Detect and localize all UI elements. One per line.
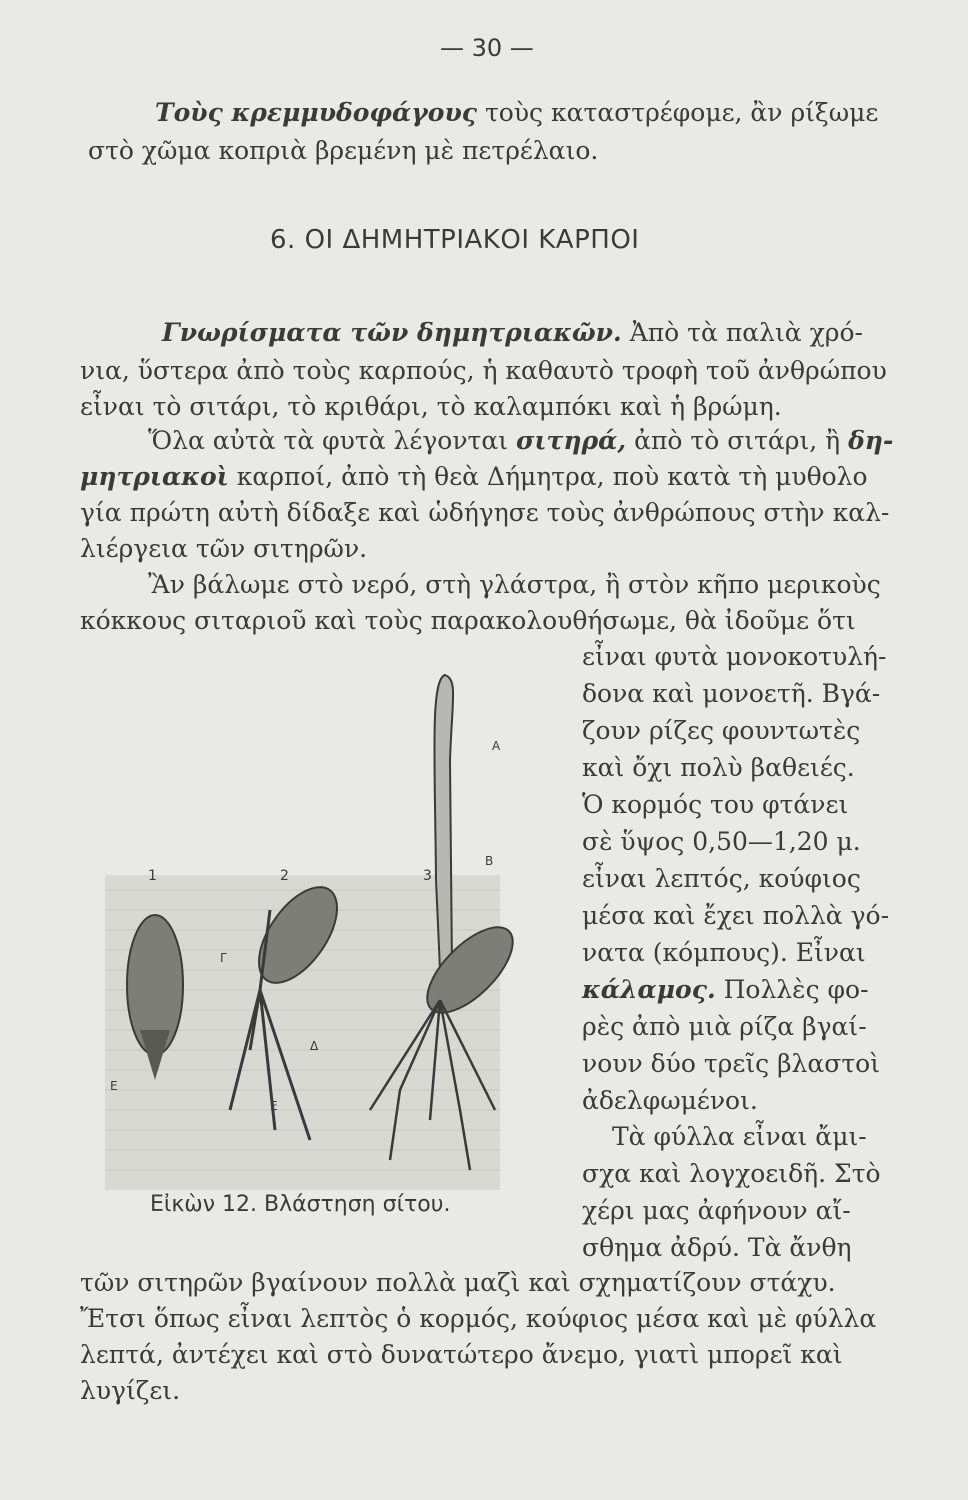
fig-label-2: 2 (280, 868, 289, 884)
fig-label-1: 1 (148, 868, 157, 884)
para1-line1 (155, 98, 878, 128)
right-col-line: νατα (κόμπους). Εἶναι (582, 938, 866, 967)
kalamos-rest: Πολλὲς φο- (723, 975, 869, 1004)
bold-lead-characteristics: Γνωρίσματα τῶν δημητριακῶν. (162, 318, 622, 347)
right-col-line: νουν δύο τρεῖς βλαστοὶ (582, 1049, 880, 1078)
fig-label-G: Γ (220, 951, 227, 965)
term-sitira: σιτηρά, (516, 426, 627, 455)
right-col-line: ἀδελφωμένοι. (582, 1086, 758, 1115)
right-col-line: εἶναι φυτὰ μονοκοτυλή- (582, 642, 887, 671)
right-col-line: ρὲς ἀπὸ μιὰ ρίζα βγαί- (582, 1012, 867, 1041)
term-di: δη- (848, 426, 894, 455)
para3-text-a: Ὅλα αὐτὰ τὰ φυτὰ λέγονται (148, 426, 509, 455)
para5-full-line: τῶν σιτηρῶν βγαίνουν πολλὰ μαζὶ καὶ σχηματίζουν στάχυ. (80, 1268, 836, 1297)
para5-full-line: λεπτά, ἀντέχει καὶ στὸ δυνατώτερο ἄνεμο, γιατὶ μπορεῖ καὶ (80, 1340, 843, 1369)
right-col-line: σχα καὶ λογχοειδῆ. Στὸ (582, 1159, 881, 1188)
fig-label-D: Δ (310, 1039, 319, 1053)
term-dimitriakoi: μητριακοὶ (80, 462, 229, 491)
para3-line2 (80, 462, 868, 492)
para1-line1-text: τοὺς καταστρέφομε, ἂν ρίξωμε (484, 98, 879, 127)
right-col-line: δονα καὶ μονοετῆ. Βγά- (582, 679, 881, 708)
fig-label-E1: Ε (270, 1099, 278, 1113)
page-number: — 30 — (440, 34, 534, 62)
para2-line1-text: Ἀπὸ τὰ παλιὰ χρό- (629, 318, 863, 347)
wheat-germination-illustration (100, 640, 520, 1200)
fig-label-E: Ε (110, 1079, 118, 1093)
seed-3-shoot (434, 675, 453, 970)
para5-full-line: λυγίζει. (80, 1376, 181, 1405)
para4-line2: κόκκους σιταριοῦ καὶ τοὺς παρακολουθήσωμε, θὰ ἰδοῦμε ὅτι (80, 606, 856, 635)
para2-line2: νια, ὕστερα ἀπὸ τοὺς καρπούς, ἡ καθαυτὸ τροφὴ τοῦ ἀνθρώπου (80, 356, 887, 385)
para4-line1: Ἂν βάλωμε στὸ νερό, στὴ γλάστρα, ἢ στὸν κῆπο μερικοὺς (148, 570, 881, 599)
right-col-line: Ὁ κορμός του φτάνει (582, 790, 849, 819)
right-col-line: σὲ ὕψος 0,50—1,20 μ. (582, 827, 861, 856)
right-col-kalamos-line (582, 975, 869, 1005)
right-col-line: μέσα καὶ ἔχει πολλὰ γό- (582, 901, 890, 930)
figure-caption: Εἰκὼν 12. Βλάστηση σίτου. (150, 1192, 451, 1217)
right-col-line: σθημα ἀδρύ. Τὰ ἄνθη (582, 1233, 852, 1262)
para3-line4: λιέργεια τῶν σιτηρῶν. (80, 534, 368, 563)
bold-lead-onion-pests: Τοὺς κρεμμυδοφάγους (155, 98, 478, 127)
term-kalamos: κάλαμος. (582, 975, 716, 1004)
right-col-line: εἶναι λεπτός, κούφιος (582, 864, 861, 893)
para1-line2: στὸ χῶμα κοπριὰ βρεμένη μὲ πετρέλαιο. (88, 136, 599, 165)
fig-label-A: A (492, 739, 501, 753)
para3-line1 (148, 426, 893, 456)
right-col-line: Τὰ φύλλα εἶναι ἄμι- (612, 1122, 867, 1151)
para2-line3: εἶναι τὸ σιτάρι, τὸ κριθάρι, τὸ καλαμπόκι καὶ ἡ βρώμη. (80, 392, 782, 421)
para3-line3: γία πρώτη αὐτὴ δίδαξε καὶ ὡδήγησε τοὺς ἀνθρώπους στὴν καλ- (80, 498, 890, 527)
para3-text-c: ἀπὸ τὸ σιτάρι, ἢ (634, 426, 841, 455)
para5-full-line: Ἔτσι ὅπως εἶναι λεπτὸς ὁ κορμός, κούφιος μέσα καὶ μὲ φύλλα (80, 1304, 877, 1333)
section-heading: 6. ΟΙ ΔΗΜΗΤΡΙΑΚΟΙ ΚΑΡΠΟΙ (270, 225, 640, 255)
right-col-line: ζουν ρίζες φουντωτὲς (582, 716, 861, 745)
right-col-line: χέρι μας ἀφήνουν αἴ- (582, 1196, 851, 1225)
right-col-line: καὶ ὄχι πολὺ βαθειές. (582, 753, 855, 782)
fig-label-B: B (485, 854, 494, 868)
fig-label-3: 3 (423, 868, 432, 884)
para3-line2-text: καρποί, ἀπὸ τὴ θεὰ Δήμητρα, ποὺ κατὰ τὴ μυθολο (236, 462, 868, 491)
para2-line1 (162, 318, 863, 348)
